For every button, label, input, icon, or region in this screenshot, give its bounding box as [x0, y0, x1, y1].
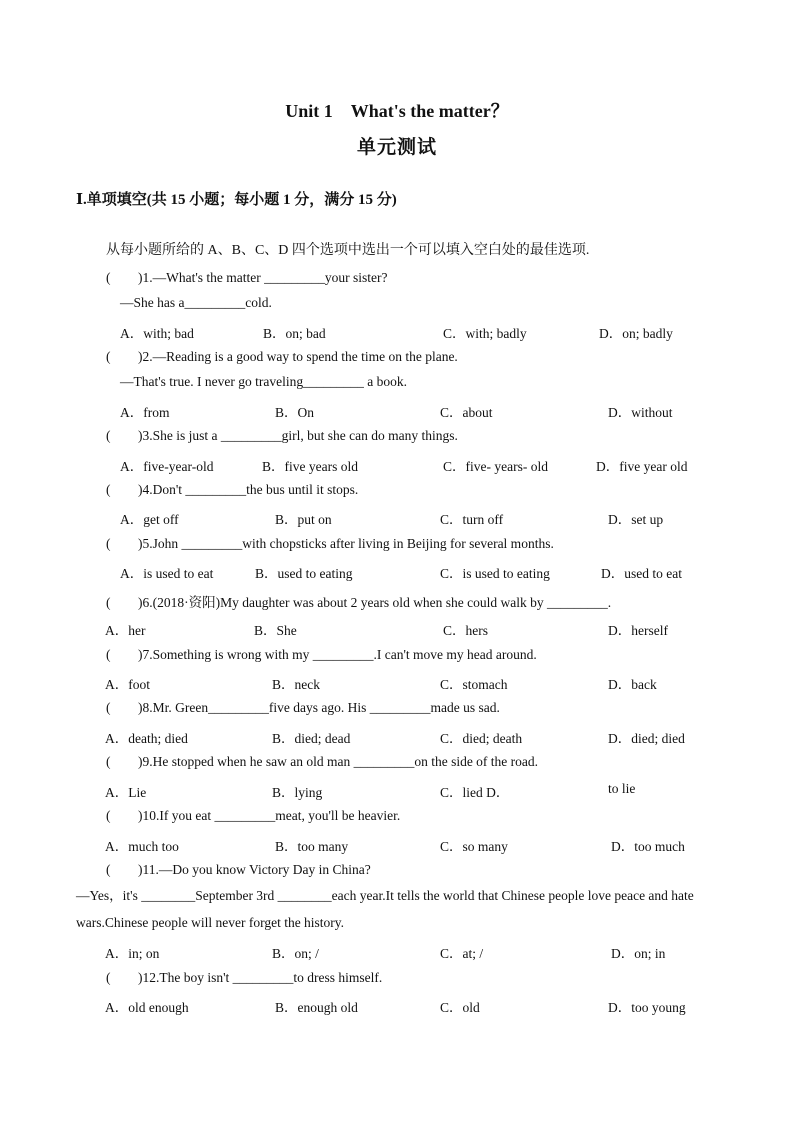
question-1 [106, 270, 388, 286]
question-stem: )12.The boy isn't _________to dress himself. [138, 970, 383, 985]
answer-paren: ( [106, 862, 111, 877]
question-11-reply: —Yes，it's ________September 3rd ________each year.It tells the world that Chinese people love peace and hate wars.Chinese people will never forget the history. [76, 888, 694, 930]
option-a: A．is used to eat [120, 566, 214, 581]
option-a: A．get off [120, 512, 179, 527]
answer-paren: ( [106, 754, 111, 769]
question-stem: )5.John _________with chopsticks after living in Beijing for several months. [138, 536, 554, 551]
answer-paren: ( [106, 700, 111, 715]
option-d: D．five year old [596, 459, 688, 474]
option-b: B．lying [272, 785, 323, 800]
option-c: C．with; badly [443, 326, 527, 341]
question-11 [106, 862, 371, 878]
answer-paren: ( [106, 349, 111, 364]
option-a: A．in; on [105, 946, 160, 961]
option-c: C．lied D． [440, 785, 510, 800]
option-b: B．used to eating [255, 566, 353, 581]
option-b: B．on; / [272, 946, 319, 961]
option-a: A．her [105, 623, 146, 638]
question-9 [106, 754, 538, 770]
answer-paren: ( [106, 647, 111, 662]
answer-paren: ( [106, 270, 111, 285]
option-d: D．too young [608, 1000, 686, 1015]
option-c: C．at; / [440, 946, 484, 961]
answer-paren: ( [106, 536, 111, 551]
option-c: C．died; death [440, 731, 523, 746]
question-stem: )1.—What's the matter _________your sister? [138, 270, 388, 285]
question-7 [106, 647, 537, 663]
option-d: D．herself [608, 623, 668, 638]
answer-paren: ( [106, 482, 111, 497]
question-stem: )7.Something is wrong with my _________.I can't move my head around. [138, 647, 537, 662]
option-a: A．foot [105, 677, 150, 692]
option-b: B．five years old [262, 459, 358, 474]
question-2-reply: —That's true. I never go traveling_________ a book. [120, 374, 407, 389]
option-d: D．on; in [611, 946, 666, 961]
option-a: A．from [120, 405, 170, 420]
option-b: B．put on [275, 512, 332, 527]
option-a: A．Lie [105, 785, 147, 800]
section-heading: Ⅰ.单项填空(共 15 小题；每小题 1 分，满分 15 分) [76, 192, 397, 208]
option-d: to lie [608, 781, 636, 796]
answer-paren: ( [106, 428, 111, 443]
option-a: A．old enough [105, 1000, 189, 1015]
option-b: B．On [275, 405, 315, 420]
option-d: D．on; badly [599, 326, 673, 341]
question-2 [106, 349, 458, 365]
option-b: B．enough old [275, 1000, 358, 1015]
option-d: D．used to eat [601, 566, 682, 581]
option-c: C．turn off [440, 512, 504, 527]
option-c: C．old [440, 1000, 480, 1015]
question-6 [106, 591, 611, 611]
option-b: B．on; bad [263, 326, 326, 341]
option-c: C．is used to eating [440, 566, 550, 581]
question-5 [106, 536, 554, 552]
answer-paren: ( [106, 808, 111, 823]
question-stem: )2.—Reading is a good way to spend the time on the plane. [138, 349, 458, 364]
option-b: B．neck [272, 677, 320, 692]
option-c: C．about [440, 405, 493, 420]
question-10 [106, 808, 400, 824]
question-12 [106, 970, 382, 986]
option-d: D．without [608, 405, 673, 420]
question-1-reply: —She has a_________cold. [120, 295, 272, 310]
option-c: C．stomach [440, 677, 508, 692]
option-d: D．back [608, 677, 657, 692]
answer-paren: ( [106, 970, 111, 985]
option-b: B．died; dead [272, 731, 351, 746]
option-d: D．died; died [608, 731, 685, 746]
option-b: B．too many [275, 839, 349, 854]
question-stem: )11.—Do you know Victory Day in China? [138, 862, 371, 877]
option-a: A．death; died [105, 731, 188, 746]
question-stem: )3.She is just a _________girl, but she can do many things. [138, 428, 458, 443]
option-a: A．much too [105, 839, 179, 854]
section-instruction: 从每小题所给的 A、B、C、D 四个选项中选出一个可以填入空白处的最佳选项. [106, 243, 590, 258]
option-a: A．with; bad [120, 326, 194, 341]
question-3 [106, 428, 458, 444]
option-d: D．too much [611, 839, 685, 854]
question-stem: )6.(2018·资阳)My daughter was about 2 years old when she could walk by _________. [138, 595, 612, 610]
page-title: Unit 1 What's the matter？ [285, 101, 509, 121]
question-stem: )4.Don't _________the bus until it stops. [138, 482, 359, 497]
question-stem: )10.If you eat _________meat, you'll be heavier. [138, 808, 401, 823]
option-b: B．She [254, 623, 297, 638]
answer-paren: ( [106, 595, 111, 610]
option-c: C．hers [443, 623, 488, 638]
option-a: A．five-year-old [120, 459, 214, 474]
question-stem: )9.He stopped when he saw an old man _________on the side of the road. [138, 754, 539, 769]
question-stem: )8.Mr. Green_________five days ago. His _________made us sad. [138, 700, 500, 715]
question-8 [106, 700, 500, 716]
option-c: C．so many [440, 839, 508, 854]
question-4 [106, 482, 358, 498]
option-c: C．five- years- old [443, 459, 548, 474]
option-d: D．set up [608, 512, 664, 527]
page-subtitle: 单元测试 [356, 137, 437, 158]
